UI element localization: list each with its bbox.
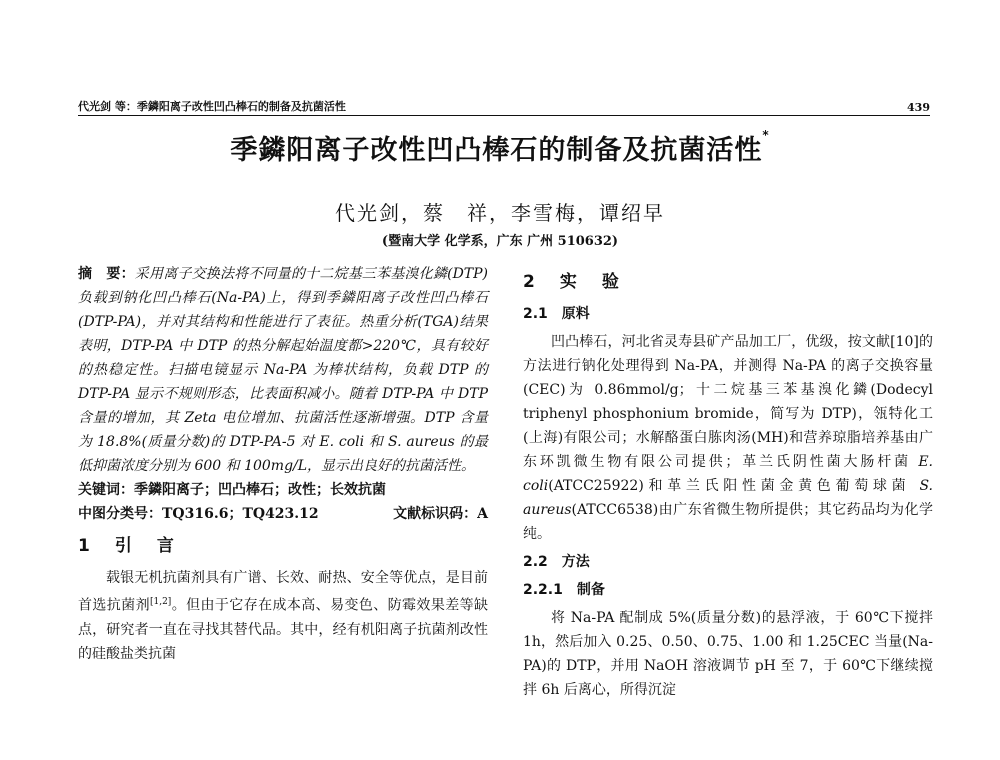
citation-ref: [1,2] xyxy=(149,597,172,607)
title-footnote-mark: * xyxy=(762,128,770,142)
section-2-1-title: 2.1 原料 xyxy=(523,306,590,322)
saureus-name: S. aureus xyxy=(523,478,933,518)
ecoli-name: E. coli xyxy=(523,454,933,494)
doc-code-value: A xyxy=(477,506,488,522)
right-column xyxy=(523,262,933,702)
left-column xyxy=(78,262,488,666)
affiliation: (暨南大学 化学系，广东 广州 510632) xyxy=(381,234,619,249)
paper-title xyxy=(0,128,1000,167)
abstract-text: 采用离子交换法将不同量的十二烷基三苯基溴化鏻(DTP)负载到钠化凹凸棒石(Na-PA)上，得到季鏻阳离子改性凹凸棒石(DTP-PA)，并对其结构和性能进行了表征。热重分析(TGA)结果表明，DTP-PA 中 DTP 的热分解起始温度都>220℃，具有较好的热稳定性。扫描电镜显示 Na-PA 为棒状结构，负载 DTP 的 DTP-PA 显示不规则形态，比表面积减小。随着 DTP-PA 中 DTP 含量的增加，其 Zeta 电位增加、抗菌活性逐渐增强。DTP 含量为 18.8%(质量分数)的 DTP-PA-5 对 E. coli 和 S. aureus 的最低抑菌浓度分别为 600 和 100mg/L，显示出良好的抗菌活性。 xyxy=(78,266,489,474)
section-2-1-text: 凹凸棒石，河北省灵寿县矿产品加工厂，优级，按文献[10]的方法进行钠化处理得到 Na-PA，并测得 Na-PA 的离子交换容量(CEC)为 0.86mmol/g；十二烷基三苯基溴化鏻(Dodecyl triphenyl phosphonium bromide，简写为 DTP)，瓴特化工(上海)有限公司；水解酪蛋白胨肉汤(MH)和营养琼脂培养基由广东环凯微生物有限公司提供；革兰氏阴性菌大肠杆菌 E. coli(ATCC25922)和革兰氏阳性菌金黄色葡萄球菌 S. aureus(ATCC6538)由广东省微生物所提供；其它药品均为化学纯。 xyxy=(523,334,933,542)
classification-label: 中图分类号： xyxy=(78,506,162,522)
section-1-title: 1 引 言 xyxy=(78,536,178,556)
keywords-label: 关键词： xyxy=(78,482,134,498)
section-2-2-1-title: 2.2.1 制备 xyxy=(523,582,605,598)
section-2-2-title: 2.2 方法 xyxy=(523,554,590,570)
doc-code-label: 文献标识码： xyxy=(393,506,478,522)
running-header-title: 代光剑 等：季鏻阳离子改性凹凸棒石的制备及抗菌活性 xyxy=(78,100,346,113)
section-2-2-1-text: 将 Na-PA 配制成 5%(质量分数)的悬浮液，于 60℃下搅拌 1h，然后加入 0.25、0.50、0.75、1.00 和 1.25CEC 当量(Na-PA)的 DTP，并用 NaOH 溶液调节 pH 至 7，于 60℃下继续搅拌 6h 后离心，所得沉淀 xyxy=(523,610,933,698)
section-2-title: 2 实 验 xyxy=(523,272,623,292)
keywords xyxy=(78,478,488,502)
section-1-text: 载银无机抗菌剂具有广谱、长效、耐热、安全等优点，是目前首选抗菌剂[1,2]。但由于它存在成本高、易变色、防霉效果差等缺点，研究者一直在寻找其替代品。其中，经有机阳离子抗菌剂改性的硅酸盐类抗菌 xyxy=(78,570,489,662)
abstract-label: 摘 要： xyxy=(78,266,135,282)
authors: 代光剑，蔡 祥，李雪梅，谭绍早 xyxy=(335,201,665,225)
running-header xyxy=(78,98,930,116)
classification xyxy=(78,502,488,526)
keywords-text: 季鏻阳离子；凹凸棒石；改性；长效抗菌 xyxy=(134,482,386,498)
classification-value: TQ316.6；TQ423.12 xyxy=(162,506,319,522)
page-number: 439 xyxy=(907,101,930,114)
paper-title-text: 季鏻阳离子改性凹凸棒石的制备及抗菌活性 xyxy=(230,135,763,166)
abstract xyxy=(78,262,488,478)
